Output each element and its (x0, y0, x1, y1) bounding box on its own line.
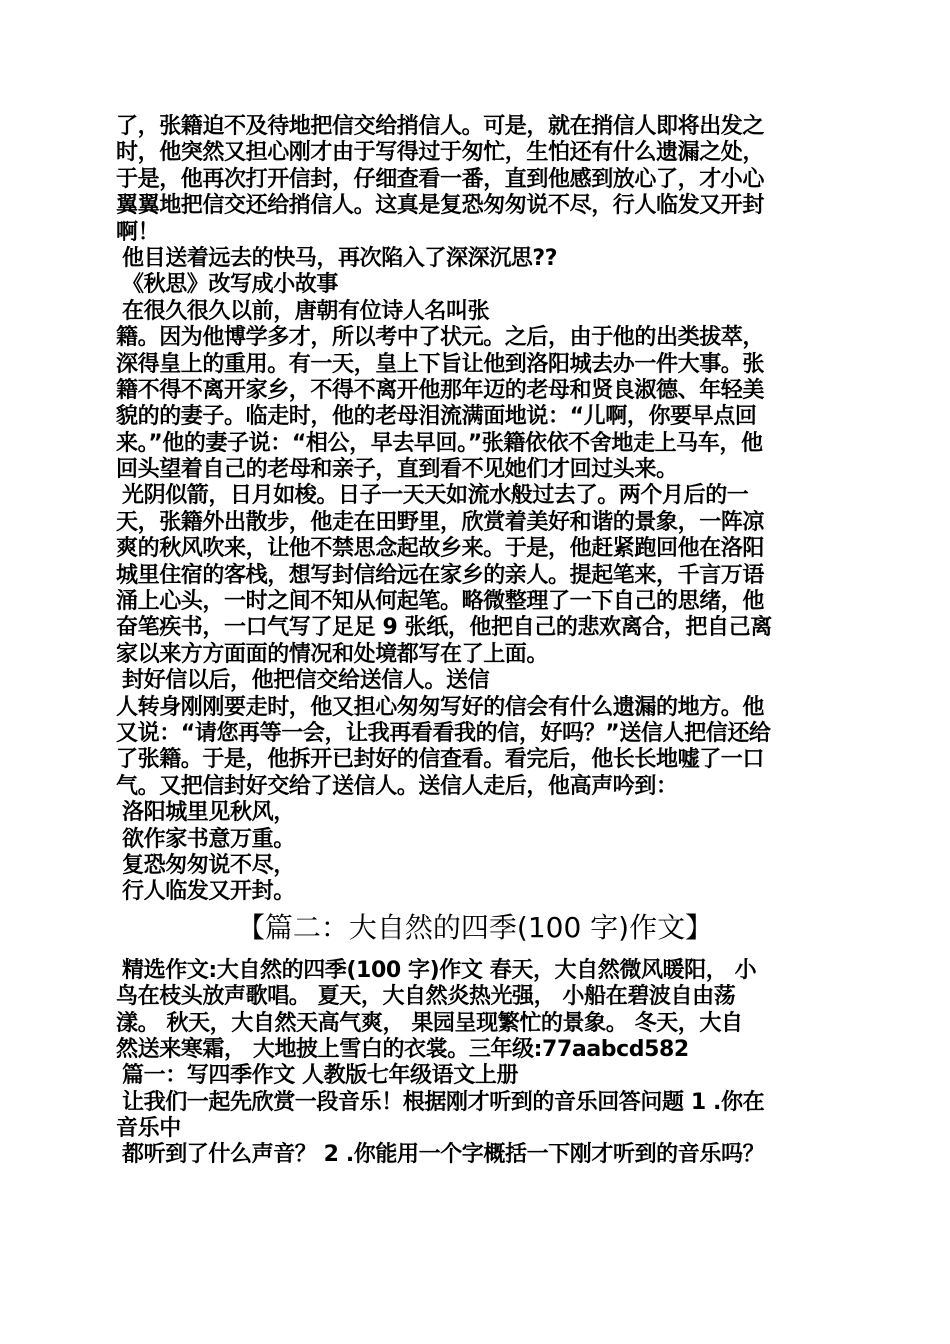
text-line: 光阴似箭，日月如梭。日子一天天如流水般过去了。两个月后的一 (122, 483, 749, 509)
paragraph-4 (116, 483, 834, 668)
text-line: 让我们一起先欣赏一段音乐！根据刚才听到的音乐回答问题 1 .你在 (122, 1089, 765, 1115)
text-line: 啊！ (116, 219, 160, 245)
text-line: 人转身刚刚要走时，他又担心匆匆写好的信会有什么遗漏的地方。他 (116, 694, 765, 720)
text-line: 又说：“请您再等一会，让我再看看我的信，好吗？”送信人把信还给 (116, 720, 771, 746)
paragraph-1 (116, 114, 834, 246)
text-line: 气。又把信封好交给了送信人。送信人走后，他高声吟到： (116, 773, 678, 799)
section-heading: 【篇二：大自然的四季(100 字)作文】 (236, 910, 714, 944)
poem-line: 欲作家书意万重。 (122, 826, 295, 852)
text-line: 籍。因为他博学多才，所以考中了状元。之后，由于他的出类拔萃， (116, 325, 765, 351)
text-line: 貌的的妻子。临走时，他的老母泪流满面地说：“儿啊，你要早点回 (116, 404, 757, 430)
text-line: 回头望着自己的老母和亲子，直到看不见她们才回过头来。 (116, 457, 678, 483)
poem-line: 复恐匆匆说不尽， (122, 852, 295, 878)
text-line: 翼翼地把信交还给捎信人。这真是复恐匆匆说不尽，行人临发又开封 (116, 193, 765, 219)
text-line: 来。”他的妻子说：“相公，早去早回。”张籍依依不舍地走上马车，他 (116, 430, 763, 456)
text-line: 精选作文:大自然的四季(100 字)作文 春天，大自然微风暖阳， 小 (122, 957, 757, 983)
text-line: 鸟在枝头放声歌唱。 夏天，大自然炎热光强， 小船在碧波自由荡 (116, 984, 736, 1010)
text-line: 音乐中 (116, 1116, 181, 1142)
document-page (116, 114, 834, 1169)
text-line: 奋笔疾书，一口气写了足足 9 张纸，他把自己的悲欢离合，把自己离 (116, 615, 772, 641)
paragraph-3 (116, 299, 834, 484)
text-line: 城里住宿的客栈，想写封信给远在家乡的亲人。提起笔来，千言万语 (116, 562, 765, 588)
text-line: 封好信以后，他把信交给送信人。送信 (122, 668, 490, 694)
paragraph-2: 他目送着远去的快马，再次陷入了深深沉思?? (122, 245, 558, 271)
poem-line: 行人临发又开封。 (122, 879, 295, 905)
text-line: 涌上心头，一时之间不知从何起笔。略微整理了一下自己的思绪，他 (116, 589, 765, 615)
article-heading: 篇一：写四季作文 人教版七年级语文上册 (122, 1063, 519, 1089)
paragraph-7 (116, 1090, 834, 1169)
text-line: 于是，他再次打开信封，仔细查看一番，直到他感到放心了，才小心 (116, 166, 765, 192)
text-line: 家以来方方面面的情况和处境都写在了上面。 (116, 641, 549, 667)
story-title: 《秋思》改写成小故事 (122, 272, 339, 298)
text-line: 了，张籍迫不及待地把信交给捎信人。可是，就在捎信人即将出发之 (116, 114, 765, 139)
poem (116, 800, 834, 906)
text-line: 然送来寒霜， 大地披上雪白的衣裳。三年级:77aabcd582 (116, 1036, 689, 1062)
poem-line: 洛阳城里见秋风， (122, 800, 295, 826)
paragraph-5 (116, 668, 834, 800)
text-line: 籍不得不离开家乡，不得不离开他那年迈的老母和贤良淑德、年轻美 (116, 377, 765, 403)
text-line: 都听到了什么声音？ 2 .你能用一个字概括一下刚才听到的音乐吗？ (122, 1142, 765, 1168)
text-line: 漾。 秋天，大自然天高气爽， 果园呈现繁忙的景象。 冬天，大自 (116, 1010, 743, 1036)
text-line: 在很久很久以前，唐朝有位诗人名叫张 (122, 298, 490, 324)
paragraph-6 (116, 958, 834, 1064)
text-line: 深得皇上的重用。有一天，皇上下旨让他到洛阳城去办一件大事。张 (116, 351, 765, 377)
text-line: 爽的秋风吹来，让他不禁思念起故乡来。于是，他赶紧跑回他在洛阳 (116, 536, 765, 562)
text-line: 天，张籍外出散步，他走在田野里，欣赏着美好和谐的景象，一阵凉 (116, 509, 765, 535)
text-line: 了张籍。于是，他拆开已封好的信查看。看完后，他长长地嘘了一口 (116, 747, 765, 773)
text-line: 时，他突然又担心刚才由于写得过于匆忙，生怕还有什么遗漏之处， (116, 140, 765, 166)
